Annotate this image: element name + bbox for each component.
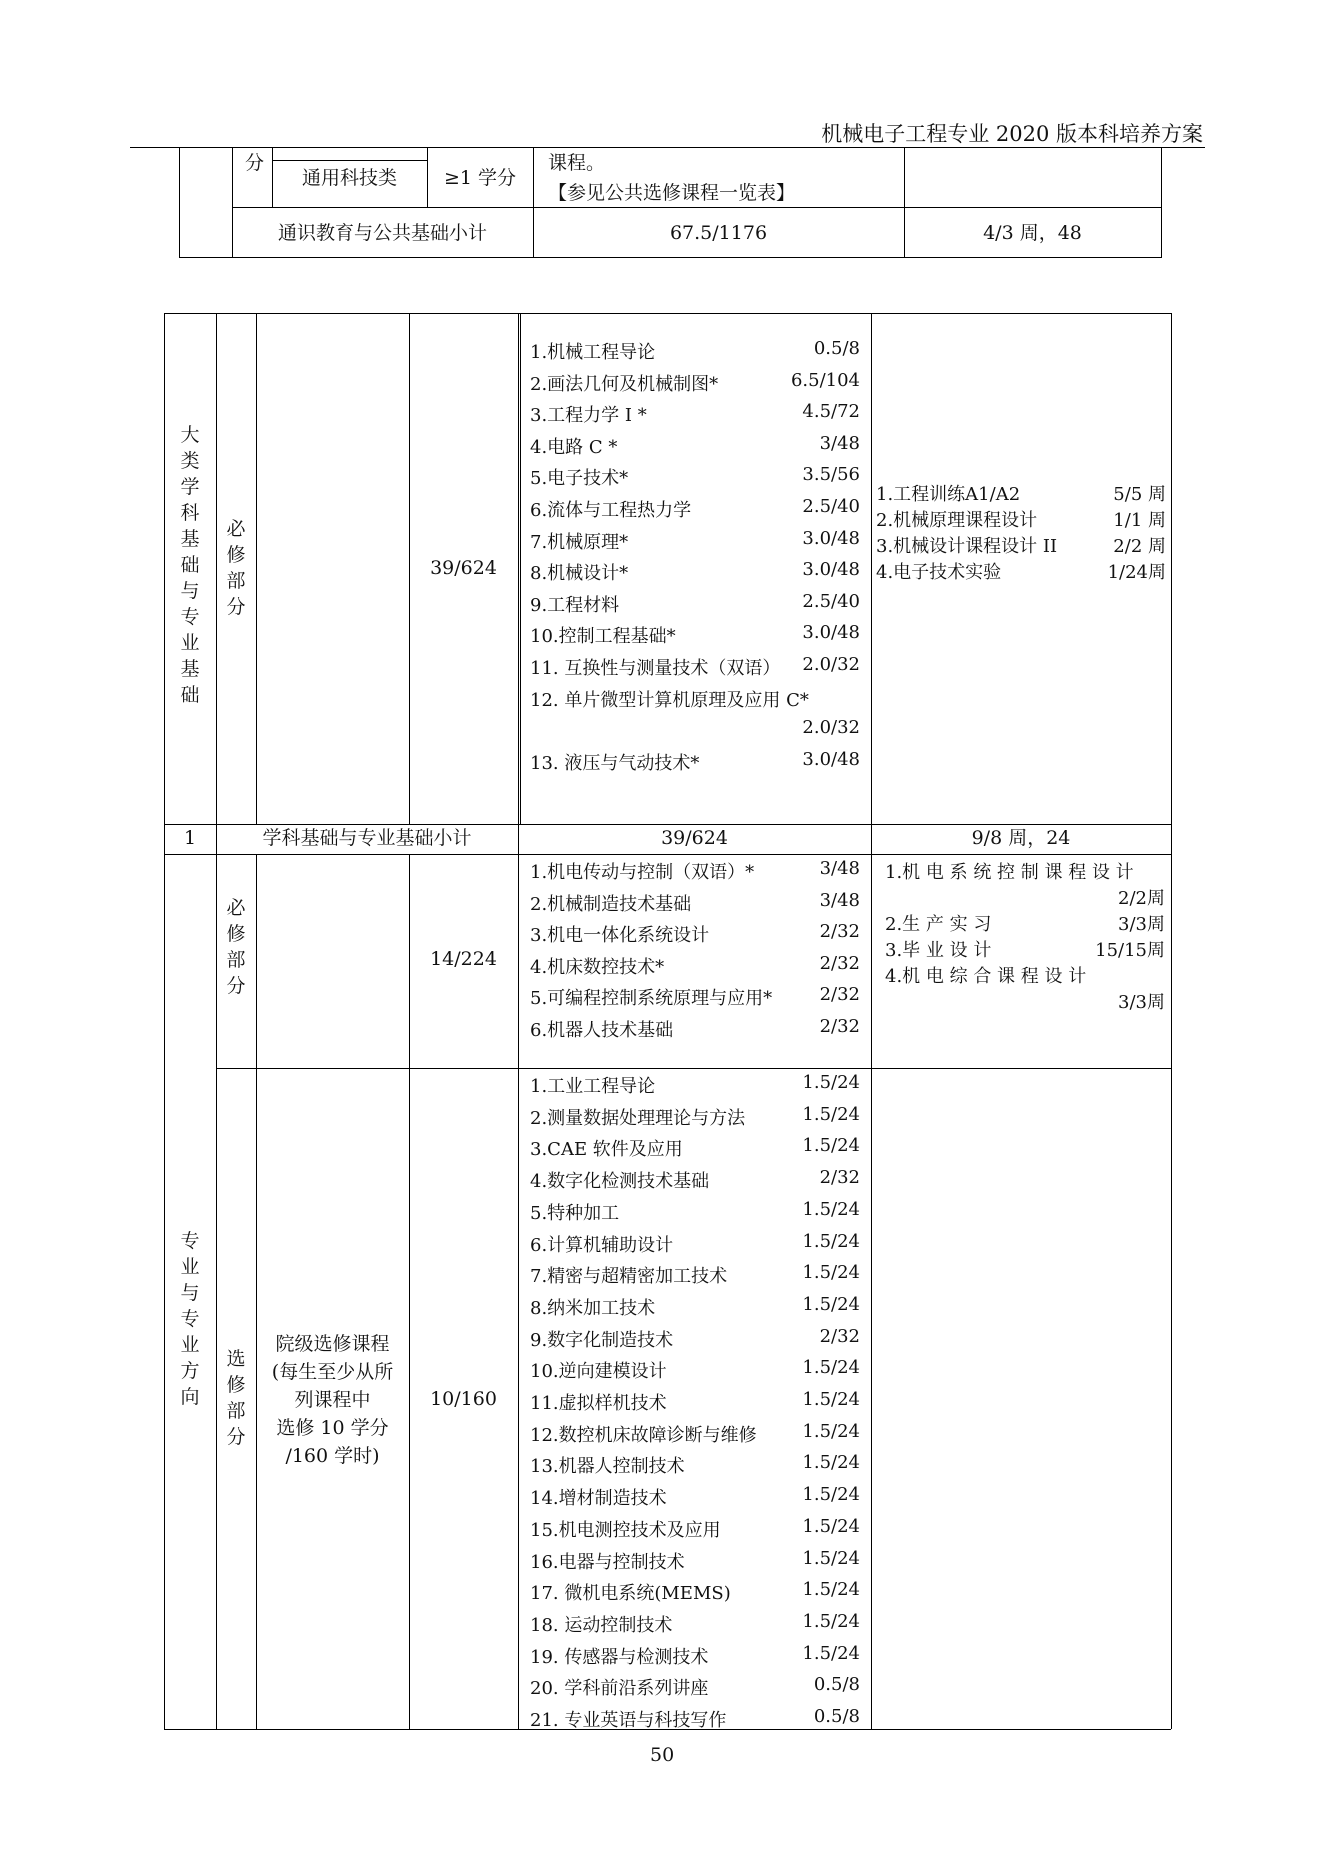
- item-name: 15.机电测控技术及应用: [530, 1519, 721, 1541]
- general-tech-desc: 课程。: [548, 152, 606, 174]
- item-name: 2.画法几何及机械制图*: [530, 373, 719, 395]
- list-item: [885, 884, 1165, 910]
- main-table-border: [164, 824, 1171, 825]
- item-name: 7.机械原理*: [530, 531, 629, 553]
- list-item: [530, 1484, 860, 1516]
- main-table-border: [164, 313, 1171, 314]
- list-item: [530, 401, 860, 433]
- vertical-char: 向: [180, 1386, 200, 1408]
- item-name: 3.毕 业 设 计: [885, 940, 992, 961]
- major-elective-label: [223, 1346, 249, 1450]
- list-item: [530, 1357, 860, 1389]
- item-value: 1.5/24: [802, 1484, 860, 1506]
- main-table-border: [518, 313, 519, 824]
- item-name: 18. 运动控制技术: [530, 1614, 673, 1636]
- list-item: [530, 1643, 860, 1675]
- item-name: 3.工程力学 I *: [530, 405, 647, 427]
- item-name: 4.机床数控技术*: [530, 956, 665, 978]
- vertical-char: 分: [226, 1426, 246, 1448]
- item-name: 1.机电传动与控制（双语）*: [530, 862, 755, 883]
- list-item: [530, 686, 860, 718]
- item-name: 4.电路 C *: [530, 436, 618, 458]
- item-value: 1.5/24: [802, 1262, 860, 1284]
- item-value: 0.5/8: [813, 1706, 860, 1727]
- general-subtotal-practice: 4/3 周，48: [983, 222, 1082, 244]
- item-name: 12.数控机床故障诊断与维修: [530, 1424, 757, 1446]
- item-value: 1.5/24: [802, 1389, 860, 1410]
- main-table-border: [1171, 313, 1172, 1729]
- list-item: [885, 936, 1165, 962]
- item-name: 7.精密与超精密加工技术: [530, 1266, 728, 1288]
- item-value: 2/2 周: [1113, 536, 1166, 557]
- list-item: [530, 654, 860, 686]
- item-name: 8.纳米加工技术: [530, 1297, 656, 1319]
- item-name: 2.机械制造技术基础: [530, 893, 692, 915]
- vertical-char: 科: [180, 502, 200, 524]
- list-item: [530, 1611, 860, 1643]
- item-value: 1.5/24: [802, 1452, 860, 1474]
- item-value: 1.5/24: [802, 1198, 860, 1220]
- top-table-border: [272, 160, 427, 161]
- item-value: 1.5/24: [802, 1293, 860, 1315]
- item-name: 12. 单片微型计算机原理及应用 C*: [530, 689, 809, 711]
- vertical-char: 与: [180, 580, 200, 602]
- list-item: [530, 370, 860, 402]
- item-value: 4.5/72: [802, 401, 860, 423]
- vertical-char: 部: [226, 570, 246, 592]
- item-value: 5/5 周: [1113, 484, 1166, 505]
- elective-description: [256, 1330, 409, 1470]
- item-value: 2/32: [819, 921, 860, 943]
- list-item: [530, 858, 860, 890]
- header-rule: [130, 147, 1205, 148]
- main-table-border: [216, 313, 217, 824]
- item-name: 16.电器与控制技术: [530, 1551, 685, 1573]
- item-value: 2/32: [819, 1167, 860, 1189]
- general-subtotal-label: 通识教育与公共基础小计: [277, 222, 487, 244]
- list-item: [530, 717, 860, 749]
- item-name: 13. 液压与气动技术*: [530, 752, 700, 774]
- list-item: [530, 1199, 860, 1231]
- list-item: [530, 1326, 860, 1358]
- list-item: [530, 338, 860, 370]
- general-tech-category: 通用科技类: [301, 167, 397, 189]
- item-name: 20. 学科前沿系列讲座: [530, 1678, 709, 1700]
- item-name: 10.逆向建模设计: [530, 1361, 667, 1383]
- list-item: [530, 1452, 860, 1484]
- item-value: 3.5/56: [802, 464, 860, 486]
- list-item: [530, 1104, 860, 1136]
- item-name: 1.工业工程导论: [530, 1076, 656, 1097]
- vertical-char: 方: [180, 1360, 200, 1382]
- elective-desc-line: 列课程中: [294, 1389, 371, 1411]
- item-name: 5.特种加工: [530, 1202, 620, 1224]
- list-item: [876, 480, 1166, 506]
- item-value: 0.5/8: [813, 338, 860, 359]
- list-item: [885, 858, 1165, 884]
- item-value: 2.5/40: [802, 496, 860, 517]
- foundation-subtotal-value: 39/624: [661, 827, 728, 849]
- list-item: [530, 921, 860, 953]
- general-subtotal-value: 67.5/1176: [669, 222, 768, 244]
- top-table-border: [179, 257, 1162, 258]
- vertical-char: 学: [180, 476, 200, 498]
- item-value: 2.0/32: [802, 654, 860, 675]
- vertical-char: 业: [180, 1256, 200, 1278]
- top-table-border: [232, 207, 1162, 208]
- item-value: 1.5/24: [802, 1515, 860, 1537]
- vertical-char: 础: [180, 554, 200, 576]
- list-item: [885, 988, 1165, 1014]
- item-value: 3/48: [819, 858, 860, 879]
- vertical-char: 专: [180, 1308, 200, 1330]
- elective-desc-line: 院级选修课程: [275, 1333, 390, 1355]
- vertical-char: 类: [180, 450, 200, 472]
- item-name: 1.机械工程导论: [530, 342, 656, 363]
- item-name: 6.机器人技术基础: [530, 1020, 674, 1041]
- item-value: 1.5/24: [802, 1357, 860, 1379]
- elective-desc-line: /160 学时): [285, 1445, 380, 1467]
- item-name: 14.增材制造技术: [530, 1488, 667, 1510]
- vertical-char: 大: [180, 424, 200, 446]
- foundation-subtotal-label: 学科基础与专业基础小计: [262, 827, 472, 849]
- list-item: [530, 1231, 860, 1263]
- list-item: [530, 1016, 860, 1048]
- item-value: 3.0/48: [802, 527, 860, 549]
- item-name: 5.可编程控制系统原理与应用*: [530, 988, 773, 1010]
- vertical-char: 业: [180, 1334, 200, 1356]
- main-table-border: [164, 854, 1171, 855]
- foundation-subtotal-index: 1: [183, 827, 197, 849]
- item-name: 6.计算机辅助设计: [530, 1234, 674, 1256]
- item-value: 15/15周: [1095, 940, 1165, 961]
- item-name: 2.测量数据处理理论与方法: [530, 1107, 746, 1129]
- item-value: 1.5/24: [802, 1610, 860, 1632]
- vertical-char: 基: [180, 658, 200, 680]
- list-item: [530, 953, 860, 985]
- item-value: 1/1 周: [1113, 510, 1166, 531]
- foundation-required-label: [223, 516, 249, 620]
- vertical-char: 分: [226, 596, 246, 618]
- list-item: [530, 1294, 860, 1326]
- item-value: 2.0/32: [802, 717, 860, 739]
- list-item: [530, 984, 860, 1016]
- item-name: 3.机电一体化系统设计: [530, 925, 710, 947]
- list-item: [530, 1706, 860, 1738]
- item-value: 6.5/104: [790, 369, 860, 391]
- general-tech-link: 【参见公共选修课程一览表】: [548, 182, 796, 204]
- item-name: 11. 互换性与测量技术（双语）: [530, 658, 781, 679]
- list-item: [530, 890, 860, 922]
- list-item: [530, 591, 860, 623]
- main-table-border: [871, 313, 872, 824]
- item-value: 2/32: [819, 1325, 860, 1347]
- item-value: 2/32: [819, 984, 860, 1006]
- fragment-label: 分: [245, 152, 265, 174]
- item-name: 3.机械设计课程设计 II: [876, 536, 1058, 557]
- item-name: 10.控制工程基础*: [530, 626, 676, 648]
- elective-desc-line: 选修 10 学分: [276, 1417, 389, 1439]
- vertical-char: 选: [226, 1348, 246, 1370]
- item-value: 3/48: [819, 889, 860, 911]
- item-name: 21. 专业英语与科技写作: [530, 1710, 727, 1731]
- main-table-border: [216, 854, 217, 1729]
- list-item: [530, 433, 860, 465]
- item-name: 2.生 产 实 习: [885, 914, 992, 935]
- item-value: 3/3周: [1118, 992, 1165, 1013]
- vertical-char: 部: [226, 1400, 246, 1422]
- top-table-border: [179, 147, 180, 258]
- item-name: 11.虚拟样机技术: [530, 1393, 667, 1414]
- list-item: [530, 1262, 860, 1294]
- vertical-char: 修: [226, 923, 246, 945]
- vertical-char: 分: [226, 975, 246, 997]
- list-item: [530, 559, 860, 591]
- list-item: [530, 1167, 860, 1199]
- main-table-border: [520, 313, 521, 824]
- vertical-char: 基: [180, 528, 200, 550]
- main-table-border: [518, 854, 519, 1729]
- list-item: [530, 1389, 860, 1421]
- major-required-label: [223, 895, 249, 999]
- item-value: 1.5/24: [802, 1230, 860, 1252]
- list-item: [885, 910, 1165, 936]
- foundation-credits: 39/624: [430, 557, 497, 579]
- list-item: [530, 496, 860, 528]
- item-name: 2.机械原理课程设计: [876, 510, 1038, 531]
- item-value: 3.0/48: [802, 559, 860, 581]
- item-name: 4.数字化检测技术基础: [530, 1171, 710, 1193]
- item-value: 1.5/24: [802, 1642, 860, 1664]
- list-item: [530, 749, 860, 781]
- elective-credits: 10/160: [430, 1388, 497, 1410]
- list-item: [876, 532, 1166, 558]
- item-value: 3.0/48: [802, 622, 860, 644]
- item-value: 1.5/24: [802, 1420, 860, 1442]
- main-table-border: [216, 1068, 1171, 1069]
- item-value: 2/2周: [1118, 888, 1165, 909]
- vertical-char: 必: [226, 518, 246, 540]
- list-item: [885, 962, 1165, 988]
- list-item: [530, 528, 860, 560]
- foundation-category-label: [177, 422, 203, 708]
- item-value: 2/32: [819, 952, 860, 974]
- item-name: 13.机器人控制技术: [530, 1456, 685, 1478]
- item-value: 1.5/24: [802, 1547, 860, 1569]
- item-name: 5.电子技术*: [530, 468, 629, 490]
- elective-desc-line: (每生至少从所: [271, 1361, 394, 1383]
- item-value: 2.5/40: [802, 590, 860, 612]
- list-item: [876, 558, 1166, 584]
- list-item: [876, 506, 1166, 532]
- list-item: [530, 1072, 860, 1104]
- item-name: 4.机 电 综 合 课 程 设 计: [885, 966, 1087, 987]
- vertical-char: 业: [180, 632, 200, 654]
- item-value: 3/3周: [1118, 914, 1165, 935]
- item-name: 3.CAE 软件及应用: [530, 1139, 683, 1161]
- item-value: 3.0/48: [802, 748, 860, 770]
- list-item: [530, 1421, 860, 1453]
- item-value: 1.5/24: [802, 1103, 860, 1125]
- list-item: [530, 1548, 860, 1580]
- vertical-char: 专: [180, 606, 200, 628]
- list-item: [530, 1135, 860, 1167]
- main-table-border: [256, 313, 257, 824]
- item-name: 8.机械设计*: [530, 563, 629, 585]
- item-value: 1/24周: [1107, 562, 1166, 583]
- general-tech-credit: ≥1 学分: [443, 167, 517, 189]
- vertical-char: 与: [180, 1282, 200, 1304]
- main-table-border: [164, 313, 165, 1729]
- vertical-char: 必: [226, 897, 246, 919]
- list-item: [530, 622, 860, 654]
- item-value: 1.5/24: [802, 1579, 860, 1601]
- foundation-subtotal-practice: 9/8 周，24: [971, 827, 1071, 849]
- item-name: 9.数字化制造技术: [530, 1329, 674, 1351]
- item-name: 9.工程材料: [530, 594, 620, 616]
- main-table-border: [256, 854, 257, 1729]
- item-name: 1.机 电 系 统 控 制 课 程 设 计: [885, 862, 1134, 883]
- item-value: 2/32: [819, 1016, 860, 1037]
- list-item: [530, 1674, 860, 1706]
- top-table-border: [1161, 147, 1162, 258]
- vertical-char: 部: [226, 949, 246, 971]
- major-category-label: [177, 1228, 203, 1410]
- main-table-border: [871, 854, 872, 1729]
- vertical-char: 础: [180, 684, 200, 706]
- vertical-char: 修: [226, 544, 246, 566]
- page-number: 50: [650, 1744, 675, 1766]
- vertical-char: 专: [180, 1230, 200, 1252]
- page-header-title: 机械电子工程专业 2020 版本科培养方案: [821, 122, 1203, 146]
- list-item: [530, 1516, 860, 1548]
- major-required-credits: 14/224: [430, 948, 497, 970]
- list-item: [530, 1579, 860, 1611]
- item-value: 1.5/24: [802, 1072, 860, 1093]
- list-item: [530, 464, 860, 496]
- item-value: 0.5/8: [813, 1674, 860, 1696]
- item-name: 17. 微机电系统(MEMS): [530, 1583, 731, 1605]
- item-name: 1.工程训练A1/A2: [876, 484, 1021, 505]
- item-value: 3/48: [819, 432, 860, 454]
- item-name: 6.流体与工程热力学: [530, 500, 692, 521]
- item-name: 19. 传感器与检测技术: [530, 1646, 709, 1668]
- item-value: 1.5/24: [802, 1135, 860, 1157]
- item-name: 4.电子技术实验: [876, 562, 1002, 583]
- main-table-border: [409, 854, 410, 1729]
- vertical-char: 修: [226, 1374, 246, 1396]
